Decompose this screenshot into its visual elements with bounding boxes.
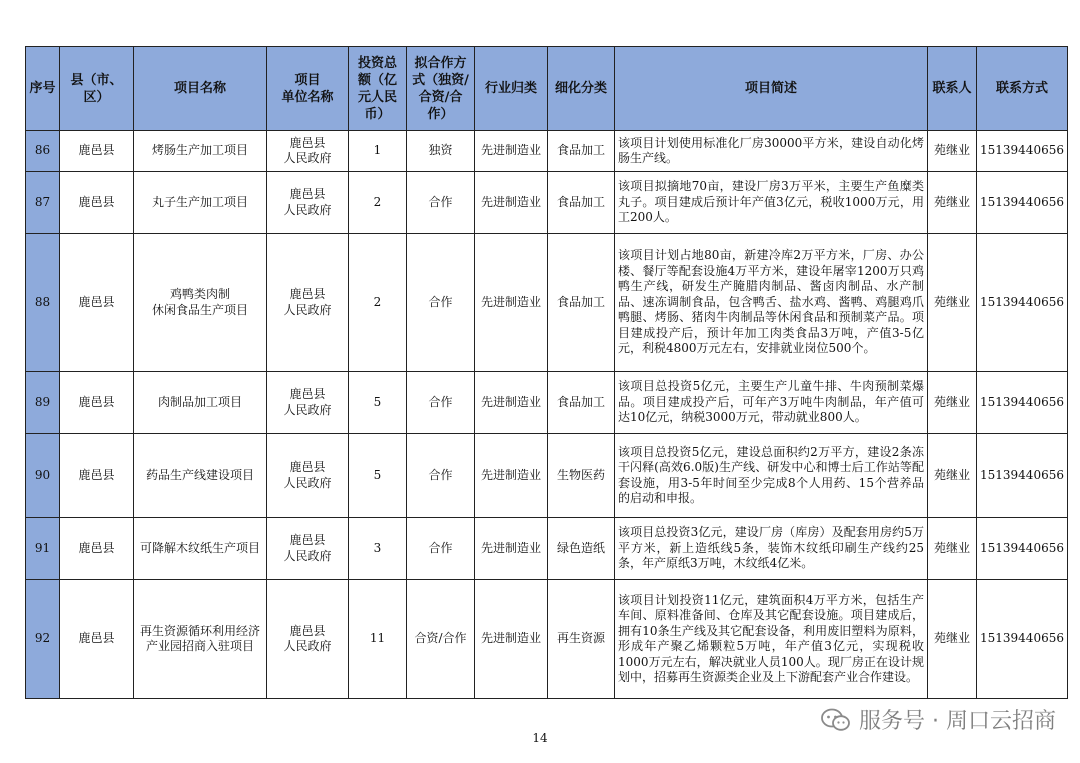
table-row bbox=[26, 131, 1068, 172]
header-unit: 项目 单位名称 bbox=[267, 47, 349, 131]
page-number: 14 bbox=[532, 731, 548, 745]
cell-name: 药品生产线建设项目 bbox=[134, 434, 267, 518]
cell-unit: 鹿邑县 人民政府 bbox=[267, 372, 349, 434]
cell-county: 鹿邑县 bbox=[60, 580, 134, 699]
header-industry: 行业归类 bbox=[475, 47, 548, 131]
cell-county: 鹿邑县 bbox=[60, 234, 134, 372]
project-table bbox=[25, 46, 1068, 699]
header-seq: 序号 bbox=[26, 47, 60, 131]
header-contact: 联系人 bbox=[928, 47, 977, 131]
table-row bbox=[26, 434, 1068, 518]
table-row bbox=[26, 372, 1068, 434]
cell-coop: 合作 bbox=[407, 234, 475, 372]
cell-county: 鹿邑县 bbox=[60, 131, 134, 172]
cell-name: 鸡鸭类肉制 休闲食品生产项目 bbox=[134, 234, 267, 372]
cell-name: 丸子生产加工项目 bbox=[134, 172, 267, 234]
cell-category: 食品加工 bbox=[548, 172, 615, 234]
cell-seq: 86 bbox=[26, 131, 60, 172]
cell-category: 食品加工 bbox=[548, 234, 615, 372]
cell-phone: 15139440656 bbox=[977, 234, 1068, 372]
cell-county: 鹿邑县 bbox=[60, 434, 134, 518]
cell-industry: 先进制造业 bbox=[475, 372, 548, 434]
wechat-icon bbox=[821, 708, 851, 732]
cell-unit: 鹿邑县 人民政府 bbox=[267, 131, 349, 172]
table-row bbox=[26, 172, 1068, 234]
cell-unit: 鹿邑县 人民政府 bbox=[267, 518, 349, 580]
cell-coop: 合作 bbox=[407, 172, 475, 234]
cell-desc: 该项目计划使用标准化厂房30000平方米，建设自动化烤肠生产线。 bbox=[615, 131, 928, 172]
header-name: 项目名称 bbox=[134, 47, 267, 131]
table-row bbox=[26, 234, 1068, 372]
cell-coop: 合资/合作 bbox=[407, 580, 475, 699]
cell-coop: 独资 bbox=[407, 131, 475, 172]
cell-invest: 11 bbox=[349, 580, 407, 699]
cell-contact: 苑继业 bbox=[928, 131, 977, 172]
cell-invest: 3 bbox=[349, 518, 407, 580]
cell-desc: 该项目总投资5亿元，建设总面积约2万平方，建设2条冻干闪释(高效6.0版)生产线、研发中心和博士后工作站等配套设施，用3-5年时间至少完成8个人用药、15个营养品的启动和申报。 bbox=[615, 434, 928, 518]
cell-desc: 该项目拟摘地70亩，建设厂房3万平米，主要生产鱼糜类丸子。项目建成后预计年产值3亿元，税收1000万元，用工200人。 bbox=[615, 172, 928, 234]
cell-category: 绿色造纸 bbox=[548, 518, 615, 580]
table-header-row bbox=[26, 47, 1068, 131]
cell-phone: 15139440656 bbox=[977, 131, 1068, 172]
header-category: 细化分类 bbox=[548, 47, 615, 131]
header-county: 县（市、区） bbox=[60, 47, 134, 131]
cell-seq: 87 bbox=[26, 172, 60, 234]
cell-unit: 鹿邑县 人民政府 bbox=[267, 580, 349, 699]
cell-desc: 该项目计划投资11亿元，建筑面积4万平方米，包括生产车间、原料准备间、仓库及其它配套设施。项目建成后，拥有10条生产线及其它配套设备，利用废旧塑料为原料，形成年产聚乙烯颗粒5万吨，年产值3亿元，实现税收1000万元左右，解决就业人员100人。现厂房正在设计规划中，招募再生资源类企业及上下游配套产业合作建设。 bbox=[615, 580, 928, 699]
cell-name: 烤肠生产加工项目 bbox=[134, 131, 267, 172]
table-row bbox=[26, 580, 1068, 699]
cell-name: 肉制品加工项目 bbox=[134, 372, 267, 434]
cell-phone: 15139440656 bbox=[977, 580, 1068, 699]
header-phone: 联系方式 bbox=[977, 47, 1068, 131]
cell-seq: 90 bbox=[26, 434, 60, 518]
cell-industry: 先进制造业 bbox=[475, 131, 548, 172]
cell-invest: 2 bbox=[349, 234, 407, 372]
cell-seq: 88 bbox=[26, 234, 60, 372]
cell-name: 可降解木纹纸生产项目 bbox=[134, 518, 267, 580]
cell-desc: 该项目总投资3亿元，建设厂房（库房）及配套用房约5万平方米，新上造纸线5条，装饰木纹纸印刷生产线约25条，年产原纸3万吨，木纹纸4亿米。 bbox=[615, 518, 928, 580]
cell-unit: 鹿邑县 人民政府 bbox=[267, 434, 349, 518]
cell-coop: 合作 bbox=[407, 434, 475, 518]
cell-industry: 先进制造业 bbox=[475, 172, 548, 234]
cell-category: 再生资源 bbox=[548, 580, 615, 699]
cell-unit: 鹿邑县 人民政府 bbox=[267, 172, 349, 234]
cell-name: 再生资源循环利用经济 产业园招商入驻项目 bbox=[134, 580, 267, 699]
cell-category: 食品加工 bbox=[548, 131, 615, 172]
cell-seq: 89 bbox=[26, 372, 60, 434]
table-row bbox=[26, 518, 1068, 580]
cell-invest: 2 bbox=[349, 172, 407, 234]
header-coop: 拟合作方式（独资/合资/合作） bbox=[407, 47, 475, 131]
cell-seq: 92 bbox=[26, 580, 60, 699]
cell-phone: 15139440656 bbox=[977, 434, 1068, 518]
cell-coop: 合作 bbox=[407, 372, 475, 434]
cell-industry: 先进制造业 bbox=[475, 234, 548, 372]
cell-phone: 15139440656 bbox=[977, 518, 1068, 580]
header-desc: 项目简述 bbox=[615, 47, 928, 131]
cell-coop: 合作 bbox=[407, 518, 475, 580]
cell-desc: 该项目总投资5亿元，主要生产儿童牛排、牛肉预制菜爆品。项目建成投产后，可年产3万吨牛肉制品，年产值可达10亿元，纳税3000万元，带动就业800人。 bbox=[615, 372, 928, 434]
cell-contact: 苑继业 bbox=[928, 518, 977, 580]
cell-phone: 15139440656 bbox=[977, 372, 1068, 434]
watermark bbox=[821, 704, 1056, 735]
header-invest: 投资总额（亿元人民币） bbox=[349, 47, 407, 131]
watermark-text: 服务号 · 周口云招商 bbox=[859, 709, 1056, 734]
cell-phone: 15139440656 bbox=[977, 172, 1068, 234]
cell-contact: 苑继业 bbox=[928, 580, 977, 699]
cell-contact: 苑继业 bbox=[928, 372, 977, 434]
cell-contact: 苑继业 bbox=[928, 434, 977, 518]
cell-industry: 先进制造业 bbox=[475, 434, 548, 518]
cell-county: 鹿邑县 bbox=[60, 172, 134, 234]
cell-invest: 1 bbox=[349, 131, 407, 172]
cell-category: 生物医药 bbox=[548, 434, 615, 518]
cell-seq: 91 bbox=[26, 518, 60, 580]
cell-county: 鹿邑县 bbox=[60, 372, 134, 434]
cell-category: 食品加工 bbox=[548, 372, 615, 434]
cell-invest: 5 bbox=[349, 434, 407, 518]
cell-invest: 5 bbox=[349, 372, 407, 434]
cell-desc: 该项目计划占地80亩，新建冷库2万平方米，厂房、办公楼、餐厅等配套设施4万平方米，建设年屠宰1200万只鸡鸭生产线，研发生产腌腊肉制品、酱卤肉制品、水产制品、速冻调制食品，包含鸭舌、盐水鸡、酱鸭、鸡腿鸡爪鸭腿、烤肠、猪肉牛肉制品等休闲食品和预制菜产品。项目建成投产后，预计年加工肉类食品3万吨，产值3-5亿元，利税4800万元左右，安排就业岗位500个。 bbox=[615, 234, 928, 372]
cell-unit: 鹿邑县 人民政府 bbox=[267, 234, 349, 372]
cell-county: 鹿邑县 bbox=[60, 518, 134, 580]
cell-industry: 先进制造业 bbox=[475, 518, 548, 580]
cell-contact: 苑继业 bbox=[928, 172, 977, 234]
cell-contact: 苑继业 bbox=[928, 234, 977, 372]
cell-industry: 先进制造业 bbox=[475, 580, 548, 699]
